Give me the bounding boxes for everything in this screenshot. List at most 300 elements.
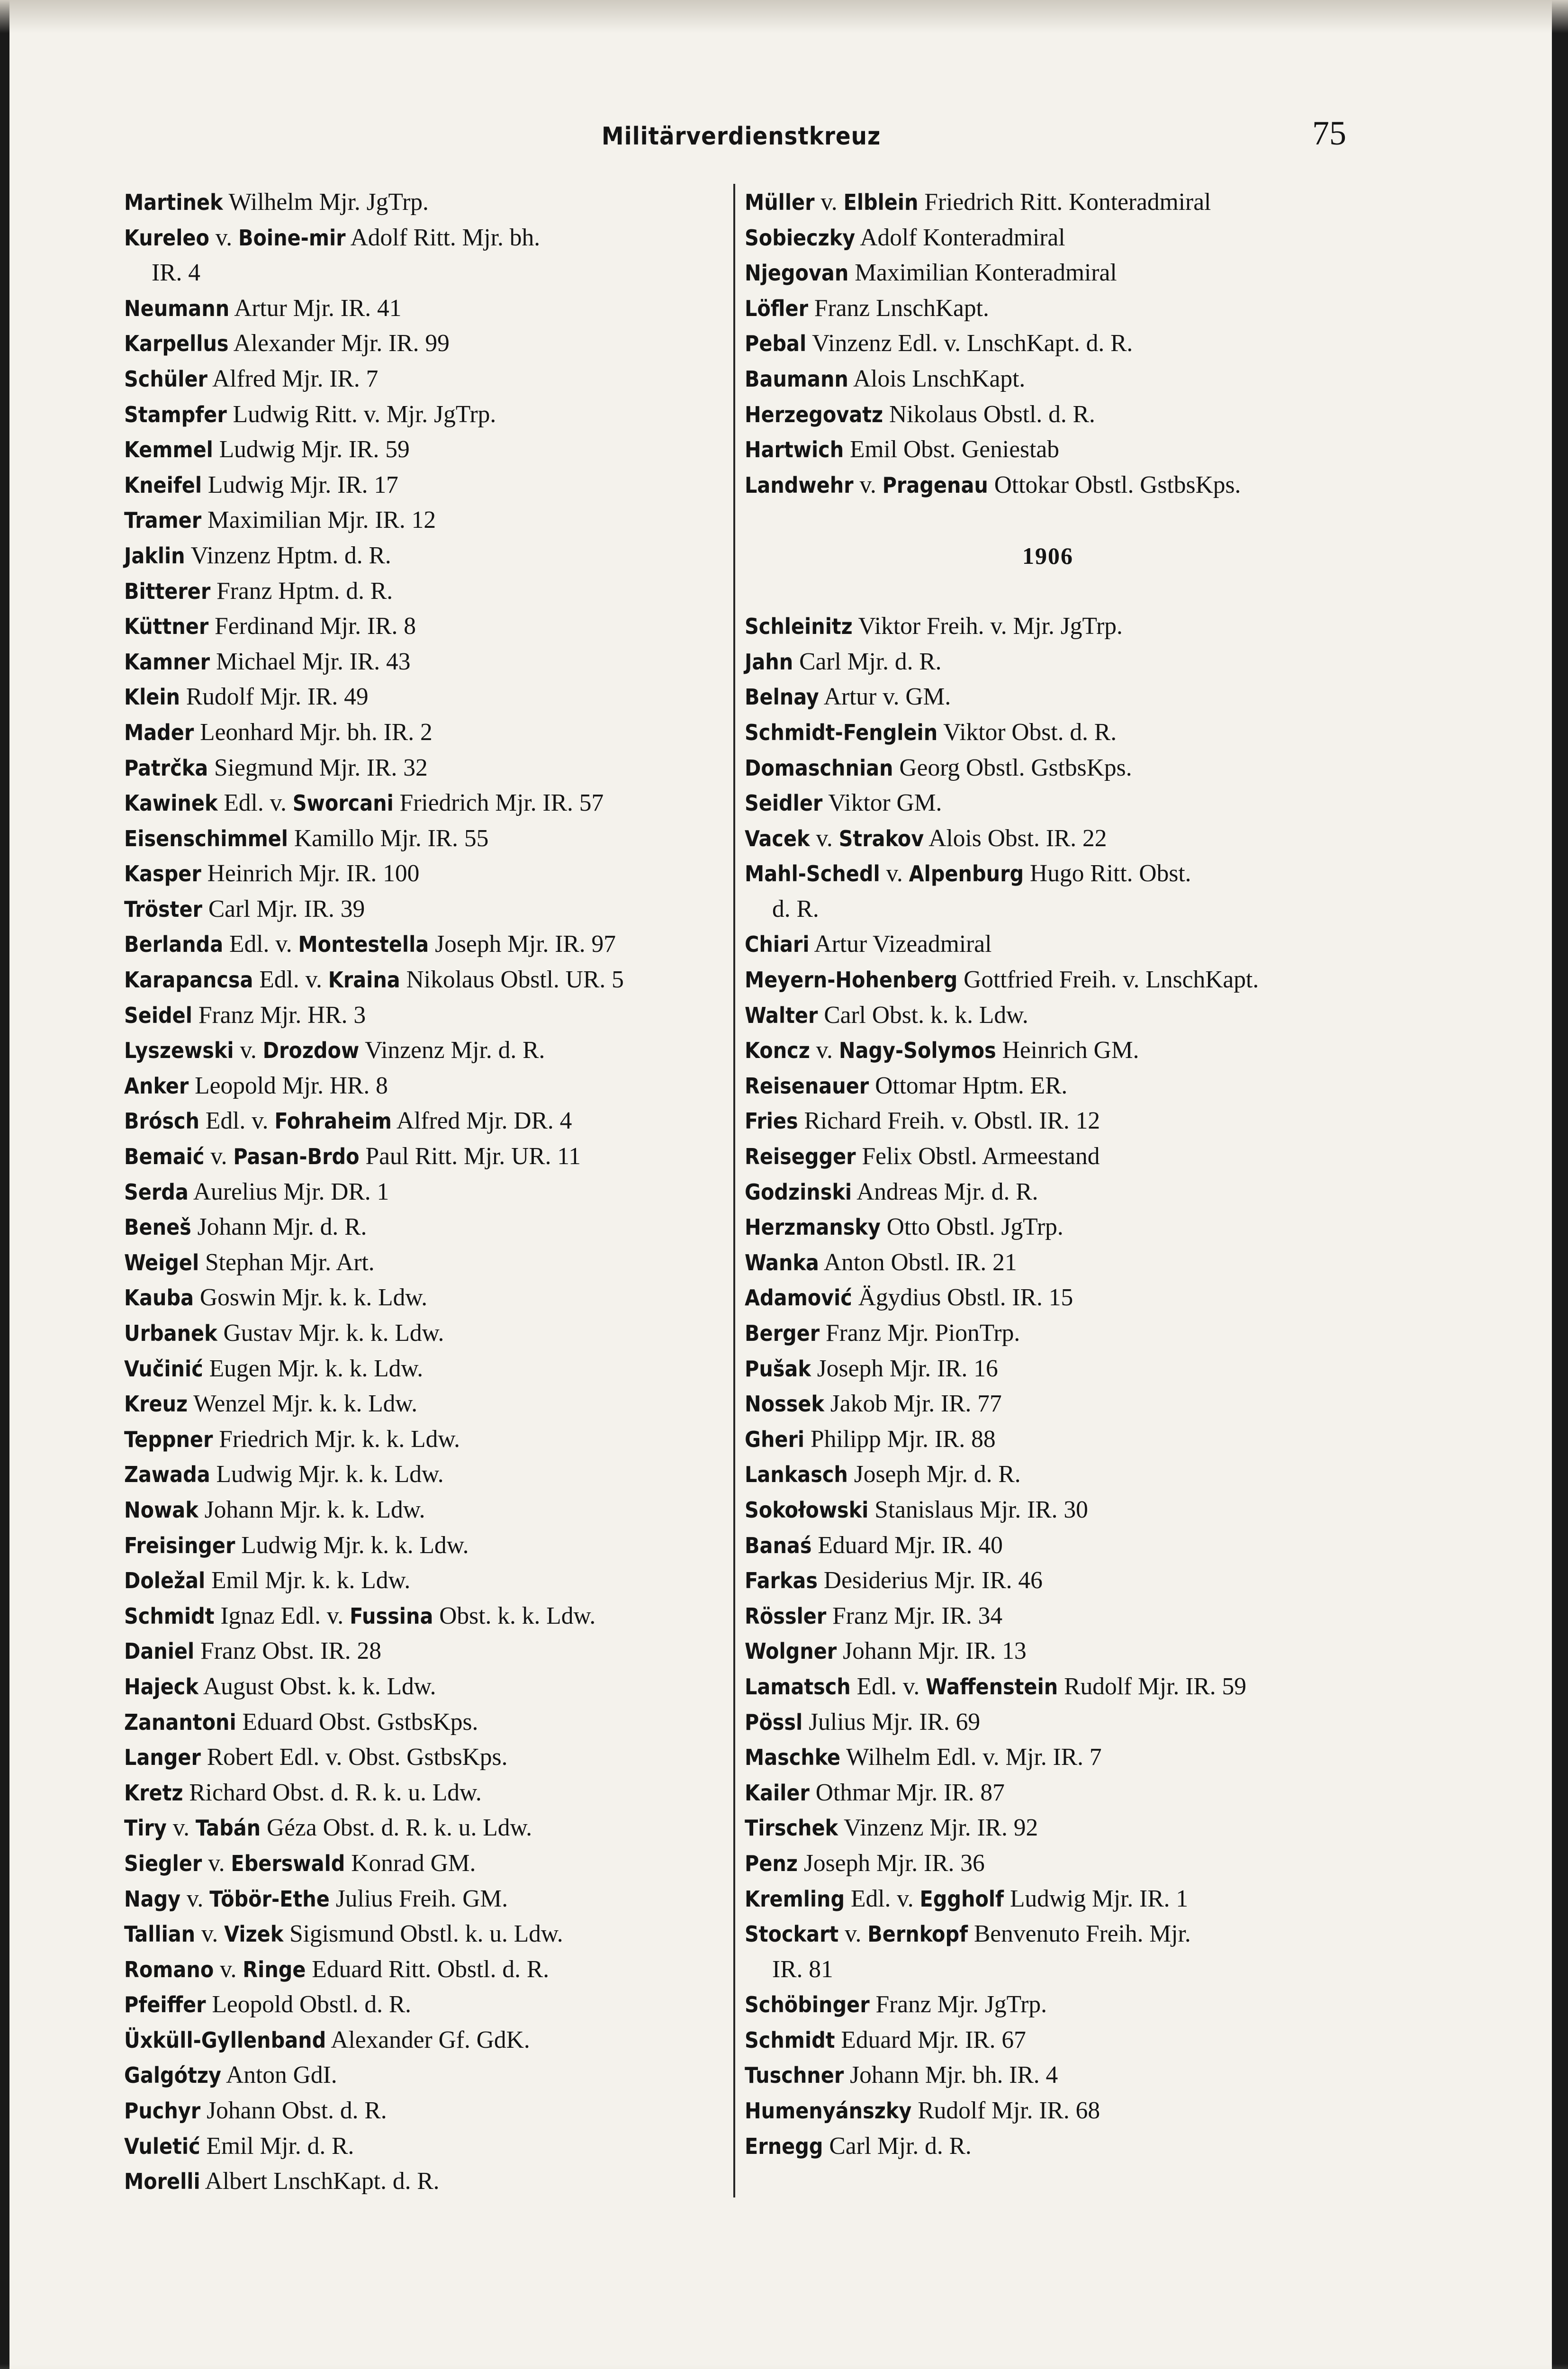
list-entry (124, 1810, 709, 1846)
entry-details: Nikolaus Obstl. UR. 5 (400, 966, 624, 994)
entry-details: Franz Mjr. JgTrp. (869, 1991, 1047, 2018)
entry-details: Ottokar Obstl. GstbsKps. (988, 471, 1241, 498)
entry-details: v. (810, 824, 839, 852)
list-entry (124, 892, 709, 927)
list-entry (745, 786, 1351, 821)
entry-details: Artur Mjr. IR. 41 (229, 294, 402, 322)
entry-details: v. (214, 1955, 243, 1983)
page-number: 75 (1312, 114, 1346, 152)
list-entry (745, 1846, 1351, 1881)
list-entry (124, 1846, 709, 1881)
entry-surname: Kawinek (124, 790, 218, 816)
entry-details: Alexander Gf. GdK. (326, 2026, 530, 2053)
entry-surname: Martinek (124, 190, 223, 215)
entry-details: Alfred Mjr. DR. 4 (391, 1107, 572, 1135)
left-column (124, 185, 709, 2199)
entry-details: Edl. v. (253, 966, 328, 994)
list-entry (745, 1528, 1351, 1564)
entry-surname: Weigel (124, 1249, 199, 1275)
list-entry (124, 679, 709, 715)
list-entry (124, 326, 709, 362)
entry-details: Adolf Konteradmiral (855, 224, 1065, 251)
entry-details: Gustav Mjr. k. k. Ldw. (217, 1320, 444, 1347)
entry-details: Joseph Mjr. IR. 16 (811, 1355, 998, 1382)
list-entry (124, 1669, 709, 1705)
entry-predicate-name: Alpenburg (909, 861, 1024, 887)
entry-details: Friedrich Mjr. IR. 57 (393, 789, 604, 817)
entry-surname: Pušak (745, 1356, 811, 1382)
entry-surname: Tallian (124, 1921, 196, 1947)
entry-details: v. (880, 860, 909, 887)
entry-surname: Banaś (745, 1532, 812, 1558)
entry-predicate-name: Nagy-Solymos (838, 1038, 996, 1064)
list-entry (745, 2093, 1351, 2129)
list-entry (745, 326, 1351, 362)
entry-surname: Doležal (124, 1568, 206, 1594)
entry-details: Carl Mjr. d. R. (793, 648, 942, 675)
list-entry (124, 503, 709, 538)
entry-surname: Hajeck (124, 1673, 198, 1700)
list-entry (124, 1634, 709, 1669)
list-entry (745, 1740, 1351, 1775)
entry-surname: Stockart (745, 1921, 839, 1947)
entry-surname: Berlanda (124, 931, 224, 958)
entry-details: v. (234, 1037, 263, 1064)
entry-surname: Ernegg (745, 2133, 823, 2159)
entry-details: Maximilian Konteradmiral (848, 259, 1117, 287)
entry-details: Rudolf Mjr. IR. 49 (180, 683, 369, 711)
entry-details: Alexander Mjr. IR. 99 (228, 330, 450, 357)
list-entry (124, 1210, 709, 1245)
list-entry (124, 750, 709, 786)
list-entry (745, 1775, 1351, 1811)
list-entry (745, 856, 1351, 892)
entry-details: Ägydius Obstl. IR. 15 (852, 1284, 1073, 1311)
list-entry (745, 927, 1351, 962)
entry-details: Anton GdI. (221, 2062, 337, 2089)
scan-shadow-bottom (0, 2364, 1568, 2369)
list-entry (124, 1705, 709, 1740)
entry-surname: Lankasch (745, 1462, 848, 1488)
entry-surname: Hartwich (745, 437, 844, 463)
list-entry (745, 750, 1351, 786)
list-entry (745, 1705, 1351, 1740)
entry-details: Friedrich Mjr. k. k. Ldw. (213, 1425, 460, 1453)
list-entry (124, 821, 709, 857)
entry-surname: Wolgner (745, 1638, 837, 1664)
entry-surname: Galgótzy (124, 2062, 221, 2089)
entry-details: Franz LnschKapt. (808, 294, 989, 322)
entry-details: Emil Mjr. k. k. Ldw. (205, 1567, 411, 1594)
entry-surname: Njegovan (745, 260, 849, 286)
entry-surname: Patrčka (124, 755, 208, 781)
entry-surname: Nossek (745, 1391, 824, 1417)
list-entry (124, 644, 709, 680)
entry-predicate-name: Tabán (195, 1815, 261, 1841)
entry-surname: Löfler (745, 295, 808, 321)
entry-surname: Kneifel (124, 472, 202, 498)
entry-details: Richard Obst. d. R. k. u. Ldw. (183, 1779, 482, 1806)
entry-surname: Pebal (745, 331, 807, 357)
list-entry (124, 1386, 709, 1422)
entry-details: Jakob Mjr. IR. 77 (824, 1390, 1002, 1418)
list-entry (745, 609, 1351, 644)
list-entry (745, 1386, 1351, 1422)
list-entry (745, 1917, 1351, 1952)
list-entry (745, 185, 1351, 220)
blank-line (745, 574, 1351, 609)
list-entry (745, 1175, 1351, 1210)
list-entry (745, 2129, 1351, 2164)
entry-details: v. (202, 1849, 231, 1877)
entry-details: Otto Obstl. JgTrp. (880, 1213, 1063, 1241)
entry-surname: Kremling (745, 1886, 845, 1912)
entry-details: Heinrich Mjr. IR. 100 (201, 860, 420, 887)
entry-continuation: IR. 81 (772, 1955, 833, 1983)
list-entry (745, 1987, 1351, 2023)
entry-details: Julius Freih. GM. (329, 1885, 508, 1912)
scan-border-left (0, 0, 9, 2369)
entry-details: Heinrich GM. (996, 1037, 1139, 1064)
entry-predicate-name: Strakov (838, 825, 924, 851)
entry-details: Siegmund Mjr. IR. 32 (208, 754, 428, 781)
list-entry (124, 1987, 709, 2023)
list-entry (745, 821, 1351, 857)
entry-details: Richard Freih. v. Obstl. IR. 12 (798, 1107, 1100, 1135)
entry-details: Johann Mjr. bh. IR. 4 (844, 2062, 1058, 2089)
entry-details: Felix Obstl. Armeestand (856, 1143, 1100, 1170)
entry-surname: Vuletić (124, 2133, 200, 2159)
list-entry (745, 1068, 1351, 1104)
entry-predicate-name: Sworcani (292, 790, 394, 816)
entry-surname: Eisenschimmel (124, 825, 288, 851)
entry-predicate-name: Montestella (298, 931, 429, 958)
list-entry (124, 397, 709, 433)
entry-surname: Karapancsa (124, 967, 253, 993)
entry-details: Paul Ritt. Mjr. UR. 11 (359, 1143, 581, 1170)
entry-surname: Jaklin (124, 543, 185, 569)
entry-surname: Baumann (745, 366, 848, 392)
list-entry (124, 998, 709, 1033)
entry-details: Ludwig Mjr. k. k. Ldw. (210, 1461, 444, 1488)
entry-details: Julius Mjr. IR. 69 (802, 1708, 981, 1736)
entry-details: Alois LnschKapt. (848, 365, 1026, 392)
entry-details: Carl Obst. k. k. Ldw. (818, 1001, 1028, 1029)
entry-details: Maximilian Mjr. IR. 12 (201, 506, 436, 534)
entry-details: Franz Mjr. HR. 3 (192, 1001, 366, 1029)
list-entry (124, 1280, 709, 1316)
entry-surname: Küttner (124, 614, 209, 640)
list-entry (124, 962, 709, 998)
entry-details: v. (853, 471, 883, 498)
entry-surname: Kureleo (124, 225, 209, 251)
entry-details: Robert Edl. v. Obst. GstbsKps. (200, 1744, 508, 1771)
list-entry (745, 468, 1351, 503)
list-entry (124, 1952, 709, 1988)
list-entry (745, 2058, 1351, 2093)
entry-surname: Beneš (124, 1214, 191, 1240)
entry-surname: Kamner (124, 649, 210, 675)
entry-surname: Klein (124, 684, 180, 710)
entry-details: Artur v. GM. (819, 683, 951, 711)
list-entry (124, 786, 709, 821)
entry-surname: Pfeiffer (124, 1992, 206, 2018)
blank-line (745, 503, 1351, 538)
scan-shadow-top (0, 0, 1568, 33)
list-entry (124, 1139, 709, 1175)
entry-details: Obst. k. k. Ldw. (433, 1602, 596, 1629)
entry-details: Edl. v. (217, 789, 293, 817)
list-entry (745, 1210, 1351, 1245)
entry-details: Albert LnschKapt. d. R. (200, 2168, 440, 2195)
entry-predicate-name: Pragenau (882, 472, 988, 498)
entry-details: Rudolf Mjr. IR. 68 (911, 2097, 1100, 2125)
list-entry (745, 1245, 1351, 1281)
entry-surname: Zawada (124, 1462, 210, 1488)
entry-details: v. (180, 1885, 210, 1912)
entry-surname: Jahn (745, 649, 793, 675)
entry-surname: Adamović (745, 1285, 852, 1311)
entry-surname: Walter (745, 1002, 818, 1028)
list-entry (745, 220, 1351, 256)
entry-details: v. (166, 1814, 196, 1842)
entry-predicate-name: Elblein (843, 190, 919, 215)
entry-surname: Daniel (124, 1638, 195, 1664)
entry-surname: Karpellus (124, 331, 229, 357)
list-entry (124, 538, 709, 574)
entry-surname: Schleinitz (745, 614, 853, 640)
list-entry (124, 927, 709, 962)
entry-details: Wilhelm Mjr. JgTrp. (223, 189, 429, 216)
entry-surname: Müller (745, 190, 815, 215)
entry-details: Eduard Obst. GstbsKps. (236, 1708, 478, 1736)
entry-details: Emil Mjr. d. R. (200, 2132, 354, 2160)
entry-predicate-name: Bernkopf (867, 1921, 968, 1947)
entry-details: Desiderius Mjr. IR. 46 (818, 1567, 1043, 1594)
entry-details: Othmar Mjr. IR. 87 (809, 1779, 1005, 1806)
entry-details: Wilhelm Edl. v. Mjr. IR. 7 (840, 1744, 1102, 1771)
entry-surname: Kreuz (124, 1391, 188, 1417)
entry-details: Leonhard Mjr. bh. IR. 2 (194, 718, 433, 746)
page-header (0, 114, 1568, 166)
entry-details: Vinzenz Mjr. IR. 92 (838, 1814, 1038, 1842)
entry-details: Benvenuto Freih. Mjr. (968, 1920, 1191, 1948)
entry-predicate-name: Drozdow (262, 1038, 360, 1064)
entry-surname: Reisenauer (745, 1073, 869, 1099)
entry-surname: Lamatsch (745, 1673, 851, 1700)
entry-surname: Pössl (745, 1709, 803, 1735)
list-entry (745, 2023, 1351, 2058)
list-entry (745, 1280, 1351, 1316)
list-entry (745, 644, 1351, 680)
list-entry (124, 2093, 709, 2129)
list-entry (745, 1103, 1351, 1139)
list-entry (745, 397, 1351, 433)
entry-details: Ferdinand Mjr. IR. 8 (208, 613, 416, 640)
list-entry (745, 1669, 1351, 1705)
entry-surname: Belnay (745, 684, 819, 710)
entry-surname: Sokołowski (745, 1497, 869, 1523)
entry-surname: Tiry (124, 1815, 167, 1841)
entry-surname: Langer (124, 1745, 201, 1771)
entry-surname: Kemmel (124, 437, 213, 463)
entry-details: Emil Obst. Geniestab (844, 436, 1060, 463)
entry-details: Alfred Mjr. IR. 7 (207, 365, 378, 392)
list-entry (124, 1033, 709, 1068)
entry-details: Ludwig Mjr. IR. 59 (213, 436, 410, 463)
entry-details: Ludwig Mjr. IR. 1 (1004, 1885, 1189, 1912)
list-entry (745, 255, 1351, 291)
entry-surname: Kretz (124, 1780, 183, 1806)
entry-predicate-name: Töbör-Ethe (209, 1886, 330, 1912)
entry-details: Anton Obstl. IR. 21 (819, 1248, 1017, 1276)
entry-surname: Stampfer (124, 401, 227, 427)
list-entry (124, 1351, 709, 1387)
list-entry (745, 679, 1351, 715)
list-entry (124, 1422, 709, 1457)
list-entry (745, 1351, 1351, 1387)
list-entry (124, 609, 709, 644)
list-entry (124, 1599, 709, 1634)
entry-details: Vinzenz Mjr. d. R. (359, 1037, 545, 1064)
entry-surname: Brósch (124, 1108, 200, 1134)
list-entry (124, 291, 709, 326)
list-entry (124, 1068, 709, 1104)
list-entry (124, 2023, 709, 2058)
list-entry (124, 362, 709, 397)
list-entry (745, 1033, 1351, 1068)
entry-predicate-name: Fohraheim (274, 1108, 392, 1134)
entry-surname: Schmidt (745, 2027, 835, 2053)
list-entry (124, 1175, 709, 1210)
entry-details: Johann Obst. d. R. (200, 2097, 387, 2125)
entry-details: v. (204, 1143, 234, 1170)
entry-details: Kamillo Mjr. IR. 55 (288, 824, 489, 852)
list-entry (745, 1422, 1351, 1457)
entry-surname: Vučinić (124, 1356, 203, 1382)
entry-surname: Kauba (124, 1285, 194, 1311)
list-entry (745, 432, 1351, 468)
list-entry (745, 962, 1351, 998)
list-entry (124, 1563, 709, 1599)
entry-surname: Meyern-Hohenberg (745, 967, 958, 993)
list-entry (124, 1881, 709, 1917)
list-entry (124, 715, 709, 750)
entry-details: Joseph Mjr. IR. 97 (429, 931, 616, 958)
entry-surname: Kailer (745, 1780, 810, 1806)
entry-surname: Neumann (124, 295, 230, 321)
entry-details: Georg Obstl. GstbsKps. (893, 754, 1132, 781)
entry-surname: Bemaić (124, 1144, 205, 1170)
entry-details: Nikolaus Obstl. d. R. (883, 400, 1095, 428)
list-entry (124, 1316, 709, 1351)
list-entry (745, 1881, 1351, 1917)
entry-predicate-name: Vizek (224, 1921, 284, 1947)
entry-details: Hugo Ritt. Obst. (1024, 860, 1191, 887)
list-entry (745, 1492, 1351, 1528)
list-entry (124, 2058, 709, 2093)
list-entry (745, 1634, 1351, 1669)
entry-surname: Chiari (745, 931, 810, 958)
entry-surname: Gheri (745, 1426, 805, 1452)
entry-predicate-name: Waffenstein (926, 1673, 1058, 1700)
list-entry (745, 1457, 1351, 1492)
entry-details: Eugen Mjr. k. k. Ldw. (203, 1355, 424, 1382)
entry-surname: Penz (745, 1850, 798, 1876)
entry-details: Ignaz Edl. v. (214, 1602, 350, 1629)
entry-details: Johann Mjr. IR. 13 (837, 1637, 1027, 1665)
entry-surname: Wanka (745, 1249, 819, 1275)
entry-details: Viktor Obst. d. R. (937, 718, 1117, 746)
entry-surname: Schüler (124, 366, 207, 392)
entry-details: Joseph Mjr. IR. 36 (797, 1849, 985, 1877)
list-entry (124, 1528, 709, 1564)
entry-predicate-name: Kraina (328, 967, 400, 993)
entry-surname: Romano (124, 1956, 214, 1982)
entry-details: Ottomar Hptm. ER. (869, 1072, 1068, 1099)
entry-surname: Nagy (124, 1886, 181, 1912)
entry-details: Stanislaus Mjr. IR. 30 (868, 1496, 1088, 1523)
entry-details: v. (810, 1037, 839, 1064)
entry-surname: Bitterer (124, 578, 211, 604)
entry-surname: Schöbinger (745, 1992, 870, 2018)
entry-continuation: IR. 4 (152, 259, 200, 287)
list-entry (745, 362, 1351, 397)
entry-details: Wenzel Mjr. k. k. Ldw. (188, 1390, 418, 1418)
entry-surname: Farkas (745, 1568, 818, 1594)
entry-details: Edl. v. (845, 1885, 920, 1912)
entry-details: Goswin Mjr. k. k. Ldw. (194, 1284, 428, 1311)
entry-surname: Koncz (745, 1038, 810, 1064)
list-entry (124, 185, 709, 220)
entry-surname: Domaschnian (745, 755, 893, 781)
entry-details: Aurelius Mjr. DR. 1 (188, 1178, 389, 1205)
entry-predicate-name: Eberswald (231, 1850, 345, 1876)
entry-details: Carl Mjr. IR. 39 (202, 895, 365, 922)
entry-surname: Tirschek (745, 1815, 838, 1841)
entry-details: Friedrich Ritt. Konteradmiral (918, 189, 1211, 216)
entry-details: Adolf Ritt. Mjr. bh. (345, 224, 541, 251)
entry-surname: Herzmansky (745, 1214, 881, 1240)
entry-details: Edl. v. (850, 1673, 926, 1700)
entry-surname: Humenyánszky (745, 2098, 912, 2124)
entry-predicate-name: Fussina (350, 1603, 433, 1629)
list-entry (124, 468, 709, 503)
list-entry (124, 1775, 709, 1811)
entry-details: Géza Obst. d. R. k. u. Ldw. (261, 1814, 532, 1842)
entry-details: Johann Mjr. d. R. (191, 1213, 367, 1241)
entry-details: Eduard Ritt. Obstl. d. R. (306, 1955, 550, 1983)
list-entry (124, 574, 709, 609)
entry-surname: Zanantoni (124, 1709, 236, 1735)
entry-predicate-name: Boine-mir (238, 225, 346, 251)
running-title: Militärverdienstkreuz (602, 122, 881, 151)
list-entry (124, 1103, 709, 1139)
list-entry (124, 1917, 709, 1952)
entry-surname: Sobieczky (745, 225, 856, 251)
entry-details: Vinzenz Hptm. d. R. (185, 542, 391, 569)
list-entry (124, 2129, 709, 2164)
entry-surname: Reisegger (745, 1144, 856, 1170)
entry-surname: Morelli (124, 2169, 200, 2195)
entry-details: Vinzenz Edl. v. LnschKapt. d. R. (806, 330, 1133, 357)
entry-surname: Üxküll-Gyllenband (124, 2027, 326, 2053)
entry-surname: Puchyr (124, 2098, 201, 2124)
entry-surname: Maschke (745, 1745, 841, 1771)
entry-details: Artur Vizeadmiral (809, 931, 992, 958)
entry-details: Franz Mjr. PionTrp. (820, 1320, 1020, 1347)
list-entry (745, 1316, 1351, 1351)
